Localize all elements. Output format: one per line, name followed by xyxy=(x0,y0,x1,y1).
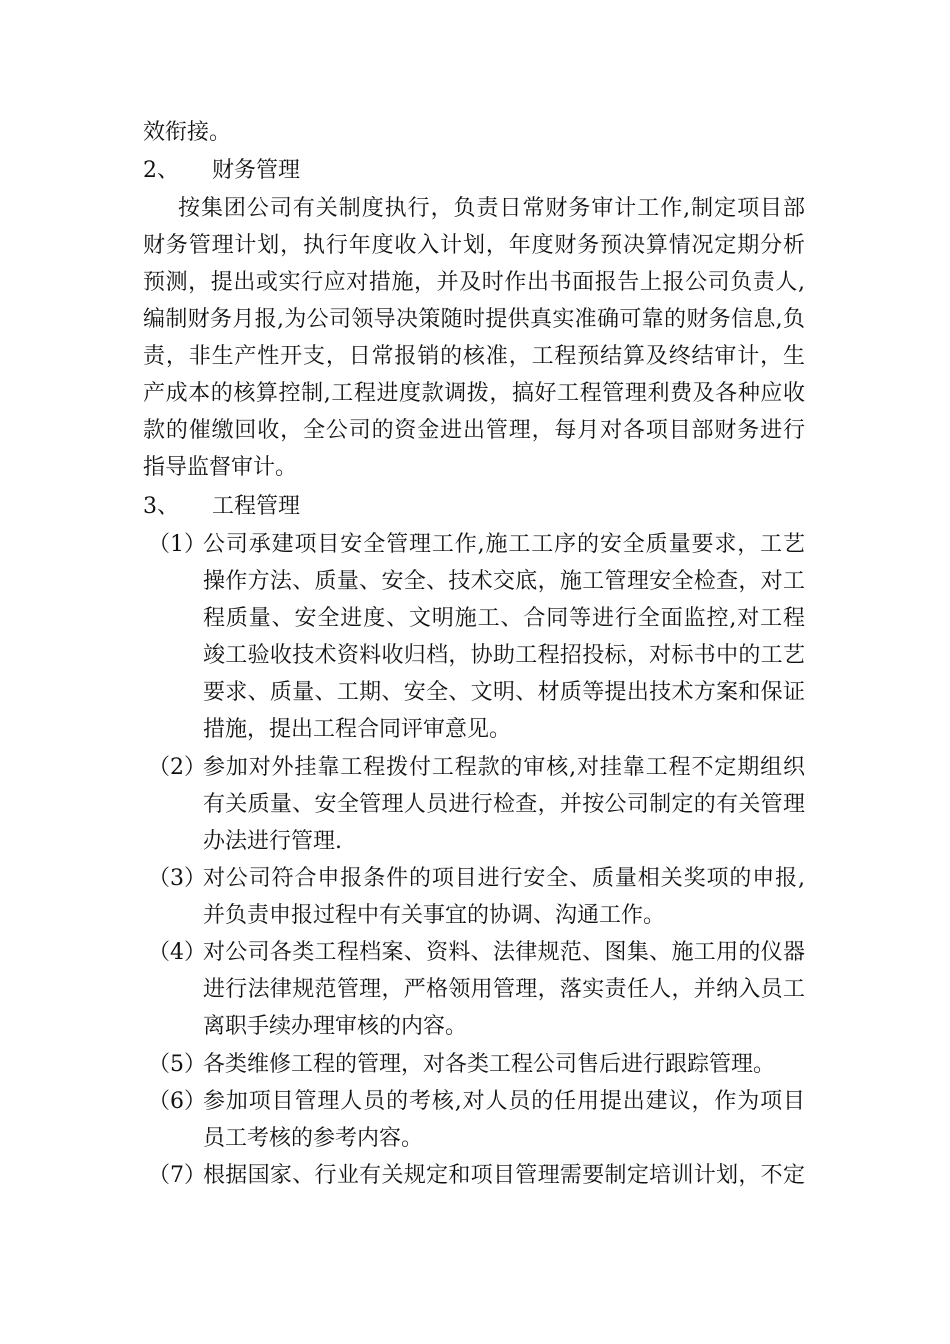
list-item-line: 竣工验收技术资料收归档，协助工程招投标，对标书中的工艺 xyxy=(203,643,805,668)
list-item-number: （6） xyxy=(148,1089,206,1114)
section-2-paragraph-line: 指导监督审计。 xyxy=(143,455,298,480)
intro-fragment: 效衔接。 xyxy=(143,120,232,145)
list-item-number: （2） xyxy=(148,755,206,780)
list-item-number: （7） xyxy=(148,1163,206,1188)
section-2-number: 2、 xyxy=(143,158,179,183)
list-item-number: （5） xyxy=(148,1052,206,1077)
list-item-number: （1） xyxy=(148,532,206,557)
list-item-line: 公司承建项目安全管理工作,施工工序的安全质量要求，工艺 xyxy=(203,532,805,557)
list-item-line: 并负责申报过程中有关事宜的协调、沟通工作。 xyxy=(203,903,666,928)
list-item-line: 参加项目管理人员的考核,对人员的任用提出建议，作为项目 xyxy=(203,1089,805,1114)
section-2-paragraph-line: 按集团公司有关制度执行，负责日常财务审计工作,制定项目部 xyxy=(178,196,805,221)
list-item-line: 员工考核的参考内容。 xyxy=(203,1126,424,1151)
list-item-line: 对公司符合申报条件的项目进行安全、质量相关奖项的申报, xyxy=(203,866,805,891)
section-3-number: 3、 xyxy=(143,494,179,519)
section-2-paragraph-line: 产成本的核算控制,工程进度款调拨，搞好工程管理利费及各种应收 xyxy=(143,381,805,406)
section-2-paragraph-line: 编制财务月报,为公司领导决策随时提供真实准确可靠的财务信息,负 xyxy=(143,307,805,332)
section-3-title: 工程管理 xyxy=(212,494,301,519)
list-item-line: 办法进行管理. xyxy=(203,829,342,854)
list-item-line: 参加对外挂靠工程拨付工程款的审核,对挂靠工程不定期组织 xyxy=(203,755,805,780)
list-item-number: （4） xyxy=(148,940,206,965)
section-2-paragraph-line: 款的催缴回收，全公司的资金进出管理，每月对各项目部财务进行 xyxy=(143,418,805,443)
list-item-line: 措施，提出工程合同评审意见。 xyxy=(203,717,512,742)
list-item-line: 要求、质量、工期、安全、文明、材质等提出技术方案和保证 xyxy=(203,680,805,705)
section-2-paragraph-line: 财务管理计划，执行年度收入计划，年度财务预决算情况定期分析 xyxy=(143,233,805,258)
list-item-line: 进行法律规范管理，严格领用管理，落实责任人，并纳入员工 xyxy=(203,977,805,1002)
section-2-title: 财务管理 xyxy=(212,158,301,183)
list-item-line: 操作方法、质量、安全、技术交底，施工管理安全检查，对工 xyxy=(203,569,805,594)
list-item-line: 离职手续办理审核的内容。 xyxy=(203,1014,468,1039)
list-item-line: 各类维修工程的管理，对各类工程公司售后进行跟踪管理。 xyxy=(203,1052,776,1077)
section-2-paragraph-line: 责，非生产性开支，日常报销的核准，工程预结算及终结审计，生 xyxy=(143,344,805,369)
list-item-line: 对公司各类工程档案、资料、法律规范、图集、施工用的仪器 xyxy=(203,940,805,965)
list-item-line: 有关质量、安全管理人员进行检查，并按公司制定的有关管理 xyxy=(203,792,805,817)
section-2-paragraph-line: 预测，提出或实行应对措施，并及时作出书面报告上报公司负责人, xyxy=(143,270,805,295)
list-item-line: 根据国家、行业有关规定和项目管理需要制定培训计划，不定 xyxy=(203,1163,805,1188)
list-item-number: （3） xyxy=(148,866,206,891)
list-item-line: 程质量、安全进度、文明施工、合同等进行全面监控,对工程 xyxy=(203,606,805,631)
